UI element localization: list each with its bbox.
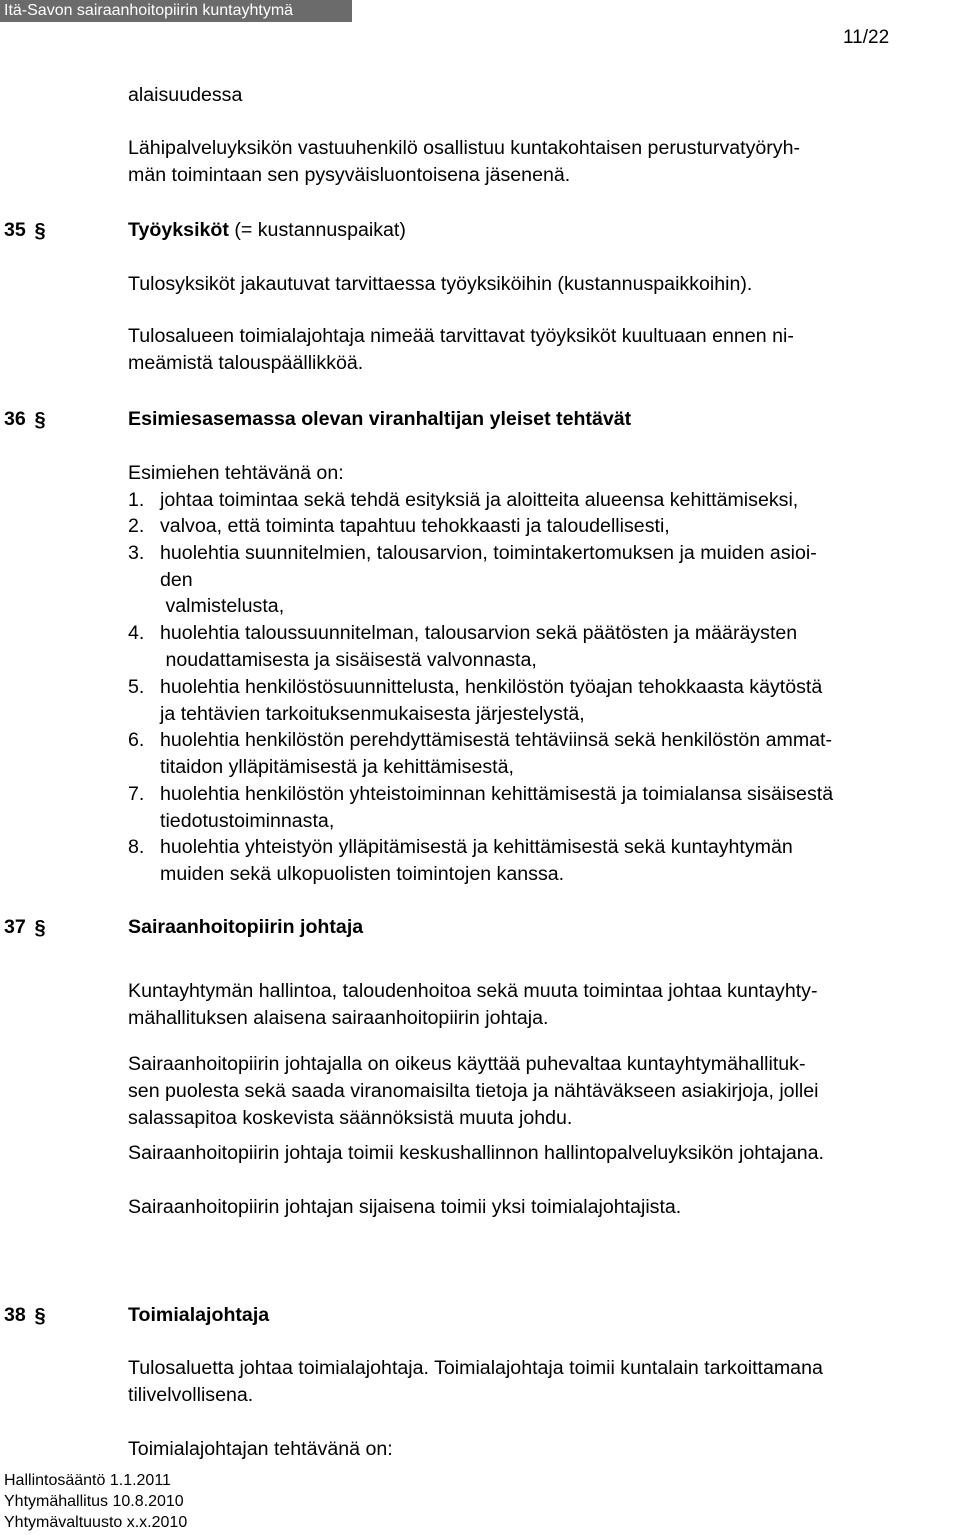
list-item: huolehtia taloussuunnitelman, talousarvion sekä päätösten ja määräysten [160, 622, 798, 644]
footer-line: Hallintosääntö 1.1.2011 [4, 1472, 171, 1489]
organization-name: Itä-Savon sairaanhoitopiirin kuntayhtymä [4, 2, 294, 19]
list-number: 1. [128, 489, 145, 511]
text-line: Kuntayhtymän hallintoa, taloudenhoitoa sekä muuta toimintaa johtaa kuntayhty- [128, 980, 818, 1002]
svg-text:§: § [34, 917, 46, 938]
text-line: Lähipalveluyksikön vastuuhenkilö osallistuu kuntakohtaisen perusturvatyöryh- [128, 137, 801, 159]
section-sign-icon [33, 916, 47, 938]
section-sign-icon [33, 408, 47, 430]
list-item-continuation: noudattamisesta ja sisäisestä valvonnasta, [160, 649, 537, 671]
section-number: 37 [4, 916, 26, 938]
list-number: 8. [128, 836, 145, 858]
list-number: 4. [128, 622, 145, 644]
section-title-bold: Työyksiköt [128, 219, 229, 241]
list-item-continuation: ja tehtävien tarkoituksenmukaisesta järjestelystä, [160, 703, 585, 725]
text-line: meämistä talouspäällikköä. [128, 352, 364, 374]
section-number: 36 [4, 408, 26, 430]
list-item-continuation: valmistelusta, [160, 595, 285, 617]
svg-text:§: § [34, 409, 46, 430]
text-line: Sairaanhoitopiirin johtajalla on oikeus käyttää puhevaltaa kuntayhtymähallituk- [128, 1053, 806, 1075]
section-sign-icon [33, 219, 47, 241]
list-number: 2. [128, 515, 145, 537]
text-line: tilivelvollisena. [128, 1384, 254, 1406]
list-number: 5. [128, 676, 145, 698]
list-item: huolehtia suunnitelmien, talousarvion, toimintakertomuksen ja muiden asioi- [160, 542, 817, 564]
text-line: Tulosalueen toimialajohtaja nimeää tarvittavat työyksiköt kuultuaan ennen ni- [128, 325, 794, 347]
section-title [128, 219, 406, 242]
list-item: huolehtia henkilöstön perehdyttämisestä tehtäviinsä sekä henkilöstön ammat- [160, 729, 833, 751]
text-line: män toimintaan sen pysyväisluontoisena jäsenenä. [128, 164, 571, 186]
text-line: alaisuudessa [128, 84, 243, 106]
list-item-continuation: tiedotustoiminnasta, [160, 810, 335, 832]
section-sign-icon [33, 1304, 47, 1326]
footer-line: Yhtymähallitus 10.8.2010 [4, 1493, 184, 1510]
list-item-continuation: muiden sekä ulkopuolisten toimintojen kanssa. [160, 863, 565, 885]
text-line: Sairaanhoitopiirin johtajan sijaisena toimii yksi toimialajohtajista. [128, 1196, 682, 1218]
text-line: mähallituksen alaisena sairaanhoitopiirin johtaja. [128, 1007, 549, 1029]
page-number: 11/22 [843, 27, 890, 48]
list-number: 7. [128, 783, 145, 805]
intro-text: Esimiehen tehtävänä on: [128, 462, 344, 484]
list-number: 6. [128, 729, 145, 751]
svg-text:§: § [34, 220, 46, 241]
text-line: salassapitoa koskevista säännöksistä muuta johdu. [128, 1107, 573, 1129]
list-item-continuation: den [160, 569, 193, 591]
text-line: Tulosyksiköt jakautuvat tarvittaessa työyksiköihin (kustannuspaikkoihin). [128, 273, 753, 295]
list-item: valvoa, että toiminta tapahtuu tehokkaasti ja taloudellisesti, [160, 515, 670, 537]
text-line: Tulosaluetta johtaa toimialajohtaja. Toimialajohtaja toimii kuntalain tarkoittamana [128, 1357, 823, 1379]
list-item: huolehtia henkilöstön yhteistoiminnan kehittämisestä ja toimialansa sisäisestä [160, 783, 834, 805]
section-title-rest: (= kustannuspaikat) [228, 219, 406, 241]
list-item-continuation: titaidon ylläpitämisestä ja kehittämisestä, [160, 756, 514, 778]
section-number: 38 [4, 1304, 26, 1326]
footer-line: Yhtymävaltuusto x.x.2010 [4, 1514, 188, 1531]
svg-text:§: § [34, 1305, 46, 1326]
text-line: Sairaanhoitopiirin johtaja toimii keskushallinnon hallintopalveluyksikön johtajana. [128, 1142, 824, 1164]
list-number: 3. [128, 542, 145, 564]
section-title: Toimialajohtaja [128, 1304, 270, 1326]
list-item: huolehtia yhteistyön ylläpitämisestä ja kehittämisestä sekä kuntayhtymän [160, 836, 793, 858]
section-number: 35 [4, 219, 26, 241]
list-item: johtaa toimintaa sekä tehdä esityksiä ja aloitteita alueensa kehittämiseksi, [160, 489, 799, 511]
list-item: huolehtia henkilöstösuunnittelusta, henkilöstön työajan tehokkaasta käytöstä [160, 676, 823, 698]
section-title: Esimiesasemassa olevan viranhaltijan yleiset tehtävät [128, 408, 632, 430]
text-line: Toimialajohtajan tehtävänä on: [128, 1438, 393, 1460]
section-title: Sairaanhoitopiirin johtaja [128, 916, 364, 938]
text-line: sen puolesta sekä saada viranomaisilta tietoja ja nähtäväkseen asiakirjoja, jollei [128, 1080, 819, 1102]
